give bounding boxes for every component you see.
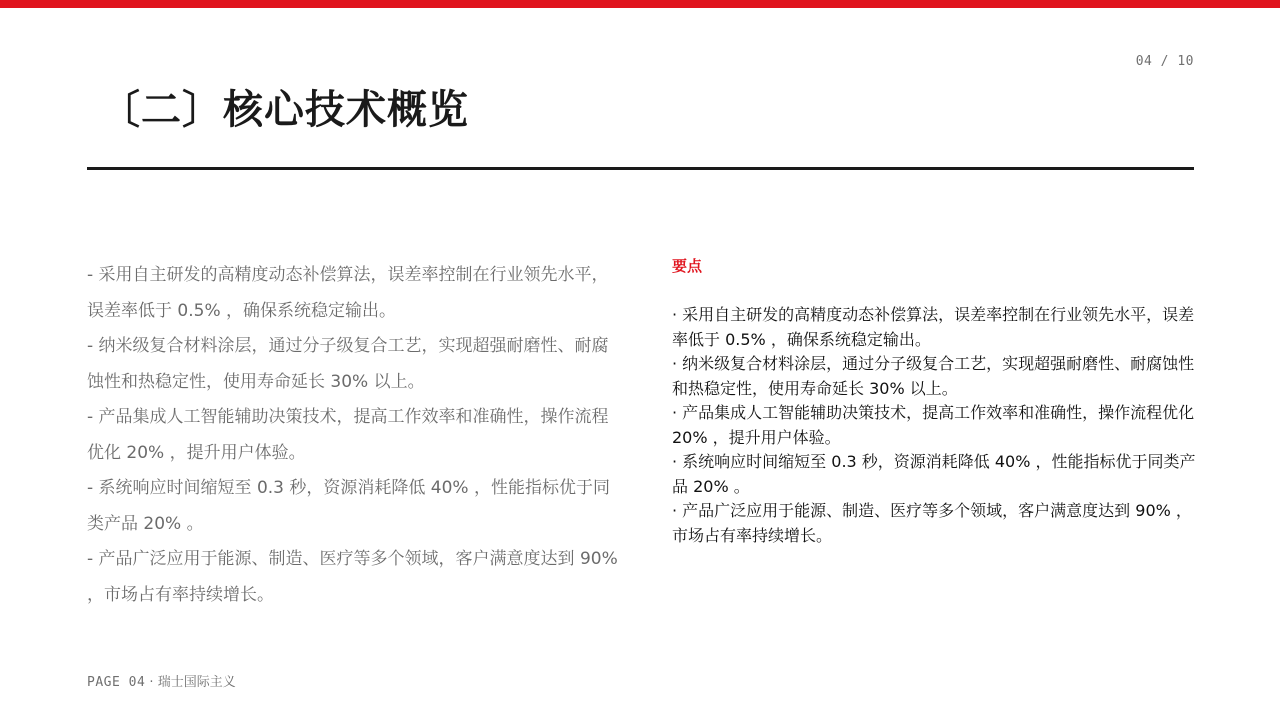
key-points-heading: 要点 xyxy=(672,257,703,275)
key-point-item: · 产品广泛应用于能源、制造、医疗等多个领域，客户满意度达到 90% ，市场占有率持续增长。 xyxy=(672,501,1192,545)
top-accent-bar xyxy=(0,0,1280,8)
footer-brand: 瑞士国际主义 xyxy=(157,675,236,690)
page-counter: 04 / 10 xyxy=(1135,54,1194,69)
footer xyxy=(87,671,236,690)
page-title: 〔二〕核心技术概览 xyxy=(100,87,469,133)
key-point-item: · 系统响应时间缩短至 0.3 秒，资源消耗降低 40% ，性能指标优于同类产品 20% 。 xyxy=(672,452,1196,496)
title-divider xyxy=(87,167,1194,170)
footer-page-label: PAGE 04 xyxy=(87,675,146,690)
key-point-item: · 纳米级复合材料涂层，通过分子级复合工艺，实现超强耐磨性、耐腐蚀性和热稳定性，使用寿命延长 30% 以上。 xyxy=(672,354,1195,398)
key-points-list xyxy=(672,303,1202,548)
body-item: - 产品广泛应用于能源、制造、医疗等多个领域，客户满意度达到 90% ，市场占有率持续增长。 xyxy=(87,549,618,605)
body-item: - 纳米级复合材料涂层，通过分子级复合工艺，实现超强耐磨性、耐腐蚀性和热稳定性，使用寿命延长 30% 以上。 xyxy=(87,336,609,392)
body-list xyxy=(87,258,622,613)
key-point-item: · 采用自主研发的高精度动态补偿算法，误差率控制在行业领先水平，误差率低于 0.5% ，确保系统稳定输出。 xyxy=(672,305,1195,349)
key-point-item: · 产品集成人工智能辅助决策技术，提高工作效率和准确性，操作流程优化 20% ，提升用户体验。 xyxy=(672,403,1195,447)
footer-separator: · xyxy=(145,675,158,690)
body-item: - 系统响应时间缩短至 0.3 秒，资源消耗降低 40% ，性能指标优于同类产品 20% 。 xyxy=(87,478,610,534)
body-item: - 采用自主研发的高精度动态补偿算法，误差率控制在行业领先水平，误差率低于 0.5% ，确保系统稳定输出。 xyxy=(87,265,609,321)
body-item: - 产品集成人工智能辅助决策技术，提高工作效率和准确性，操作流程优化 20% ，提升用户体验。 xyxy=(87,407,609,463)
